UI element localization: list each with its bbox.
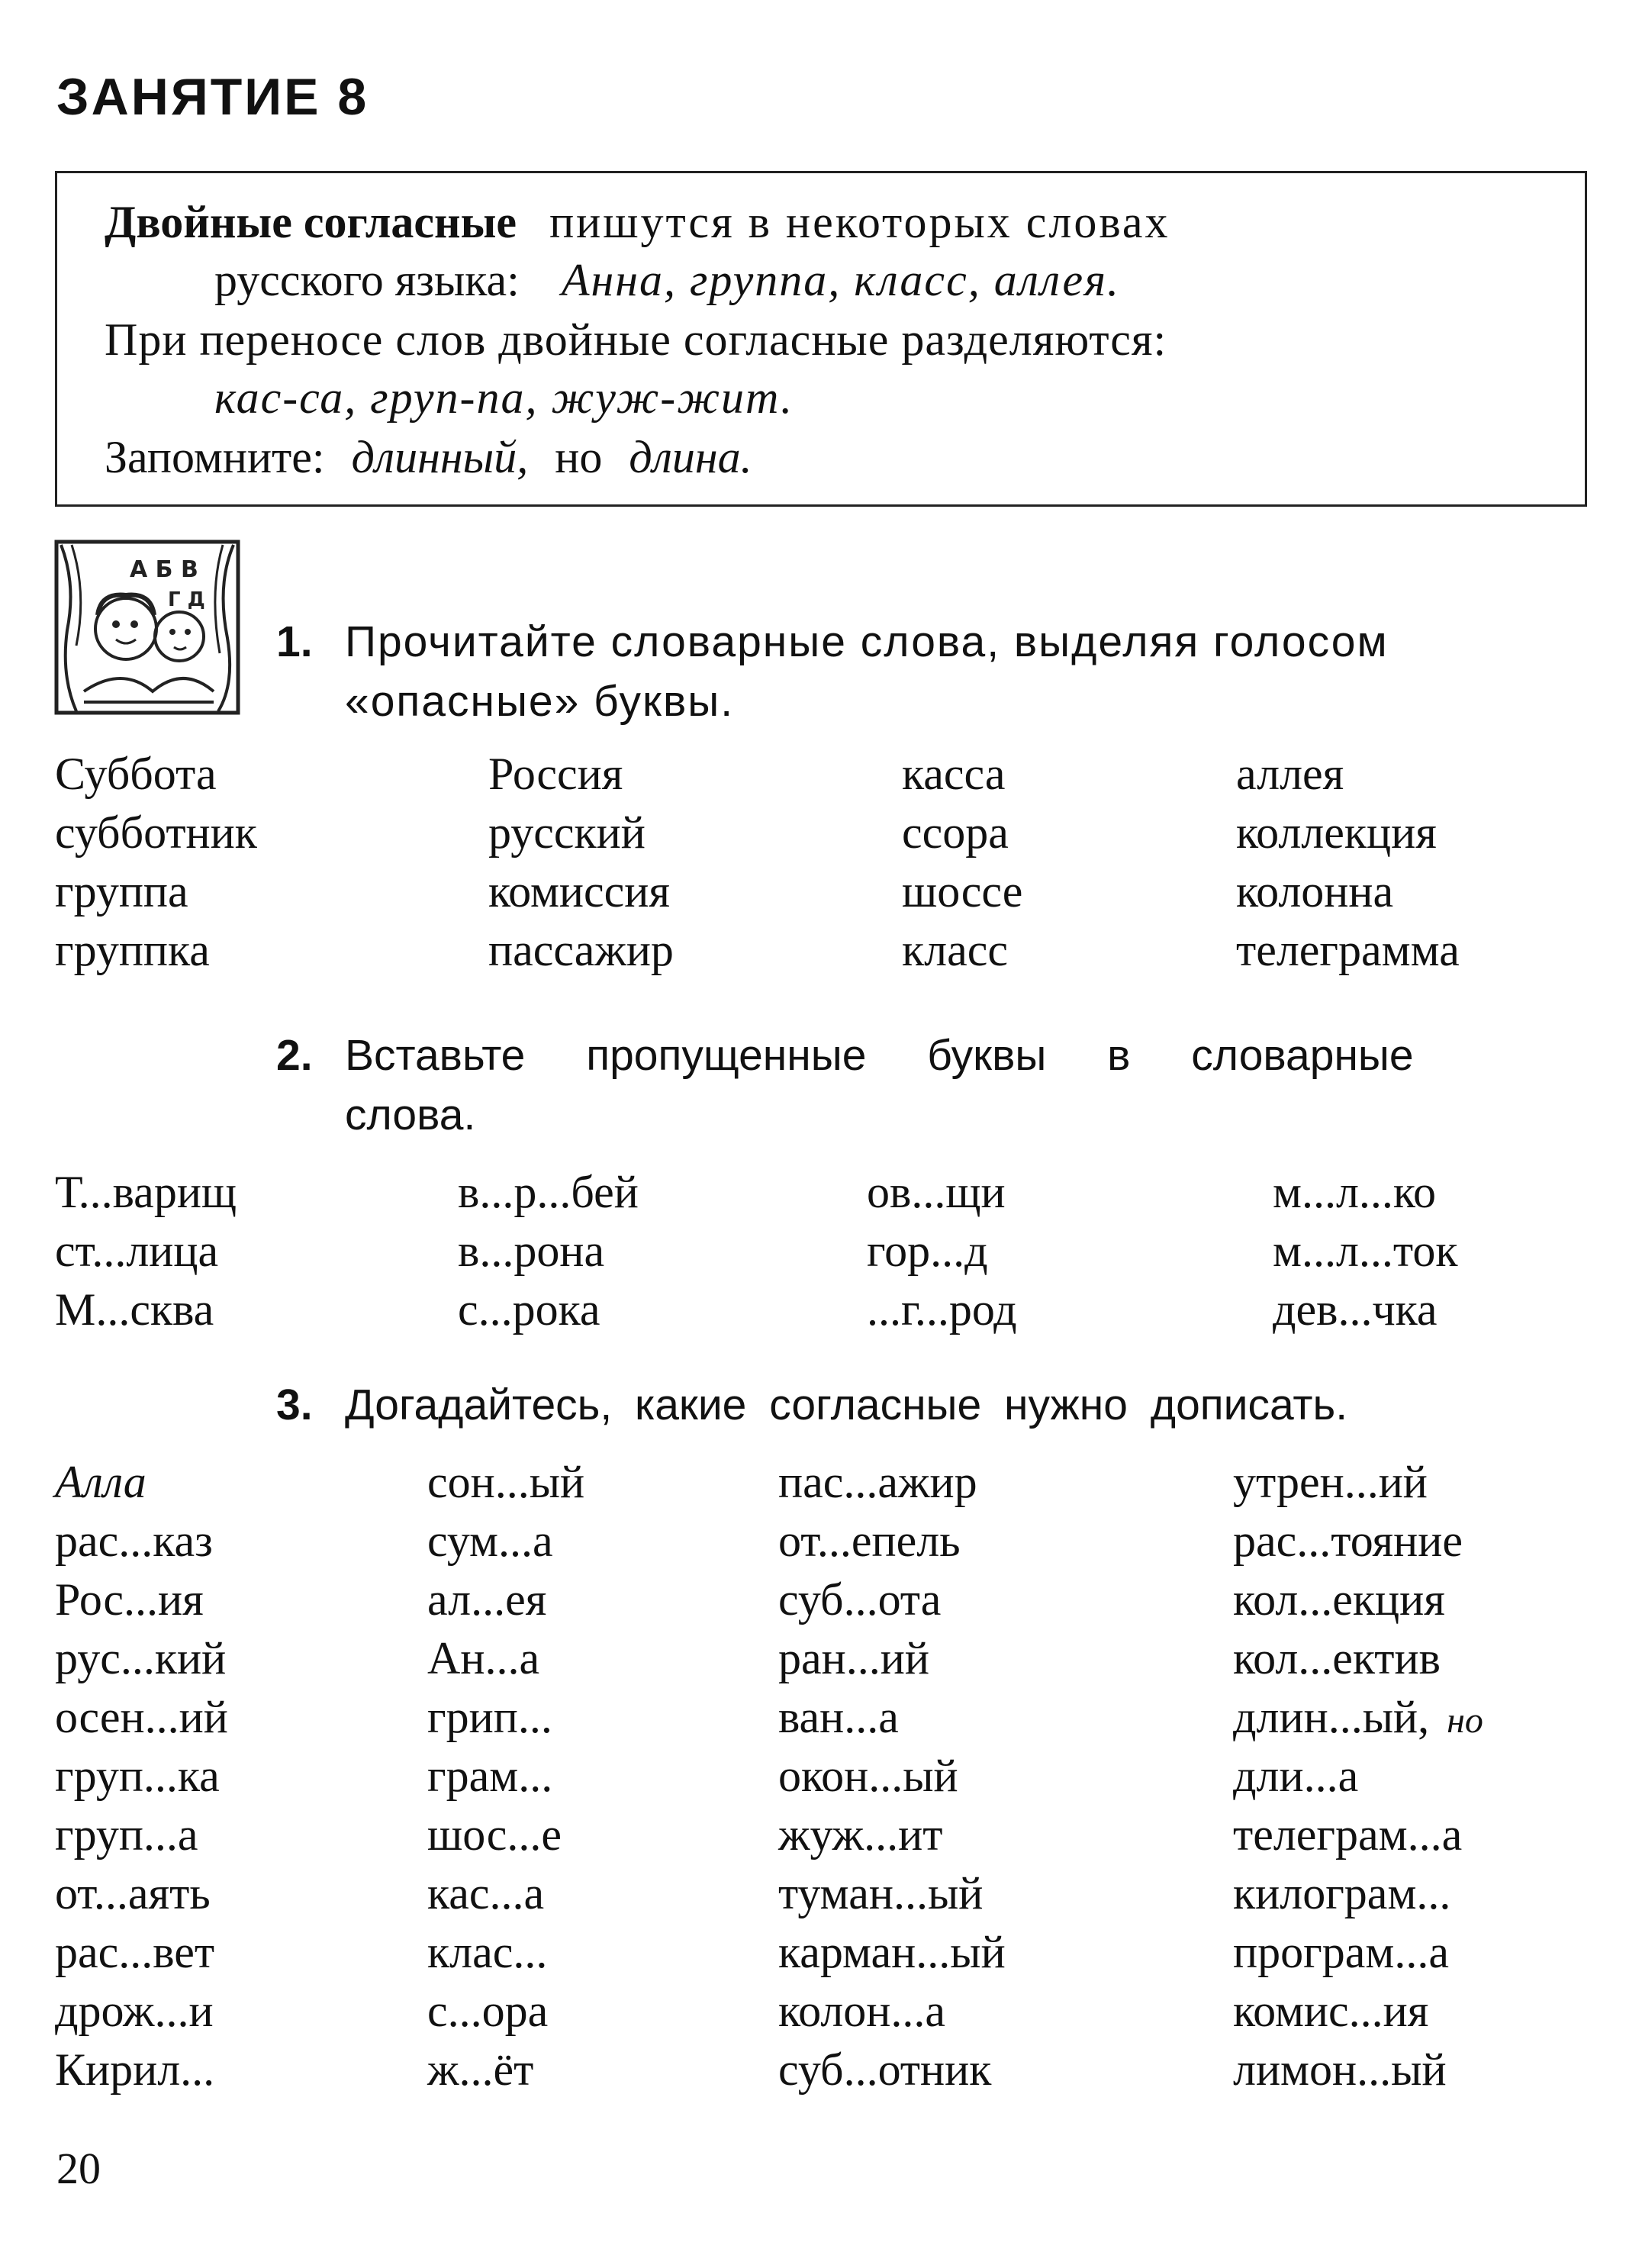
rule-term: Двойные согласные [105, 197, 517, 247]
word: ст...лица [55, 1226, 219, 1276]
word: колонна [1236, 866, 1394, 917]
word: кас...а [427, 1868, 545, 1918]
word: м...л...ко [1273, 1167, 1437, 1217]
task-3-number: 3. [276, 1380, 313, 1429]
word: комиссия [488, 866, 671, 917]
word: шоссе [902, 866, 1023, 917]
word: ссора [902, 807, 1009, 858]
word: от...епель [778, 1516, 961, 1566]
word: от...аять [55, 1868, 211, 1918]
reading-children-icon [53, 539, 241, 716]
word: Рос...ия [55, 1574, 204, 1625]
word: длин...ый, но [1233, 1692, 1483, 1742]
word: дрож...и [55, 1986, 214, 2036]
word: жуж...ит [778, 1809, 943, 1860]
word: ж...ёт [427, 2044, 534, 2095]
word: Ан...а [427, 1633, 540, 1683]
word: суб...ота [778, 1574, 942, 1625]
word: Алла [55, 1457, 146, 1507]
rule-line-4: кас-са, груп-па, жуж-жит. [214, 372, 794, 423]
word: пассажир [488, 925, 674, 975]
word: кол...ектив [1233, 1633, 1441, 1683]
rule-line-3: При переносе слов двойные согласные разделяются: [105, 314, 1167, 365]
word: окон...ый [778, 1751, 958, 1801]
word: осен...ий [55, 1692, 228, 1742]
word: клас... [427, 1927, 548, 1977]
word: группа [55, 866, 188, 917]
word: рас...каз [55, 1516, 213, 1566]
word: с...ора [427, 1986, 549, 2036]
word: дев...чка [1273, 1284, 1438, 1335]
word: гор...д [867, 1226, 988, 1276]
word: суб...отник [778, 2044, 992, 2095]
word: рас...вет [55, 1927, 215, 1977]
page-number: 20 [56, 2144, 101, 2193]
task-3-note: но [1447, 1700, 1483, 1741]
word: с...рока [458, 1284, 600, 1335]
svg-text:А Б В: А Б В [130, 556, 198, 583]
word: карман...ый [778, 1927, 1006, 1977]
word: в...рона [458, 1226, 605, 1276]
task-3-text: Догадайтесь, какие согласные нужно дописать. [345, 1380, 1348, 1429]
rule-examples: Анна, группа, класс, аллея. [561, 255, 1121, 305]
rule-line-1: Двойные согласные пишутся в некоторых словах [105, 197, 1170, 247]
word: в...р...бей [458, 1167, 639, 1217]
word: телеграм...а [1233, 1809, 1463, 1860]
task-2-text-line-2: слова. [345, 1091, 476, 1139]
word: кол...екция [1233, 1574, 1445, 1625]
word: сум...а [427, 1516, 553, 1566]
word: грам... [427, 1751, 553, 1801]
task-1-text-line-1: Прочитайте словарные слова, выделяя голосом [345, 617, 1389, 666]
word: группка [55, 925, 210, 975]
word: субботник [55, 807, 257, 858]
word: рус...кий [55, 1633, 227, 1683]
word: М...сква [55, 1284, 214, 1335]
word: ван...а [778, 1692, 899, 1742]
word: Суббота [55, 749, 217, 799]
word: Россия [488, 749, 623, 799]
task-1-text-line-2: «опасные» буквы. [345, 677, 735, 726]
word: телеграмма [1236, 925, 1460, 975]
word: комис...ия [1233, 1986, 1429, 2036]
word: м...л...ток [1273, 1226, 1458, 1276]
word: килограм... [1233, 1868, 1451, 1918]
word: шос...е [427, 1809, 562, 1860]
word: рас...тояние [1233, 1516, 1463, 1566]
page-title: ЗАНЯТИЕ 8 [56, 68, 369, 126]
word: Кирил... [55, 2044, 215, 2095]
word: туман...ый [778, 1868, 984, 1918]
task-2-number: 2. [276, 1031, 313, 1080]
word: сон...ый [427, 1457, 585, 1507]
word: ов...щи [867, 1167, 1006, 1217]
word: ран...ий [778, 1633, 929, 1683]
word: ...г...род [867, 1284, 1017, 1335]
word: програм...а [1233, 1927, 1449, 1977]
word: груп...ка [55, 1751, 220, 1801]
word: класс [902, 925, 1008, 975]
word: утрен...ий [1233, 1457, 1428, 1507]
word: аллея [1236, 749, 1344, 799]
rule-line-2: русского языка: Анна, группа, класс, аллея. [214, 255, 1121, 305]
word: грип... [427, 1692, 552, 1742]
word: ал...ея [427, 1574, 547, 1625]
word: русский [488, 807, 646, 858]
word: пас...ажир [778, 1457, 977, 1507]
word: Т...варищ [55, 1167, 237, 1217]
task-2-text-line-1: Вставьте пропущенные буквы в словарные [345, 1031, 1414, 1080]
rule-line-5: Запомните: длинный, но длина. [105, 432, 752, 482]
word: колон...а [778, 1986, 945, 2036]
word: дли...а [1233, 1751, 1359, 1801]
svg-text:Г Д: Г Д [168, 588, 205, 611]
word: груп...а [55, 1809, 198, 1860]
word: коллекция [1236, 807, 1437, 858]
word: лимон...ый [1233, 2044, 1447, 2095]
rule-box [55, 171, 1587, 507]
task-1-number: 1. [276, 617, 313, 666]
word: касса [902, 749, 1006, 799]
